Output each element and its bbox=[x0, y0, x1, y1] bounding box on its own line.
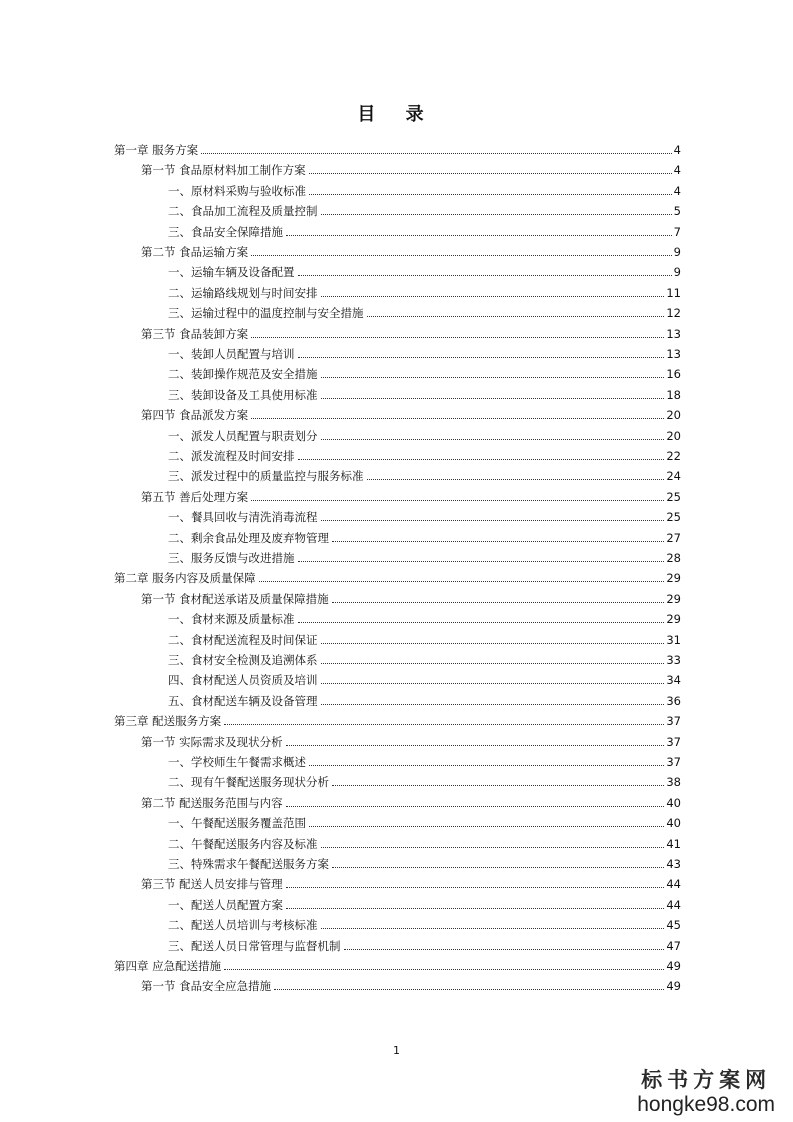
toc-entry-page: 29 bbox=[666, 591, 681, 606]
dot-leader bbox=[321, 662, 665, 664]
toc-entry-page: 24 bbox=[666, 469, 681, 484]
toc-entry-label: 三、食品安全保障措施 bbox=[168, 224, 283, 239]
toc-entry-label: 第一节 实际需求及现状分析 bbox=[141, 734, 283, 749]
toc-entry-page: 34 bbox=[666, 673, 681, 688]
toc-entry-page: 38 bbox=[666, 775, 681, 790]
toc-entry-label: 第一节 食品原材料加工制作方案 bbox=[141, 163, 306, 178]
toc-entry-page: 5 bbox=[673, 204, 681, 219]
toc-entry-page: 16 bbox=[666, 367, 681, 382]
dot-leader bbox=[321, 519, 665, 521]
toc-entry[interactable] bbox=[168, 853, 681, 871]
toc-entry[interactable] bbox=[141, 731, 681, 749]
toc-entry-page: 22 bbox=[666, 449, 681, 463]
toc-entry-label: 一、运输车辆及设备配置 bbox=[168, 265, 295, 280]
toc-entry-page: 36 bbox=[666, 693, 681, 708]
toc-entry-label: 一、餐具回收与清洗消毒流程 bbox=[168, 510, 318, 525]
dot-leader bbox=[321, 213, 672, 215]
toc-entry-label: 第二章 服务内容及质量保障 bbox=[114, 571, 256, 586]
toc-entry[interactable] bbox=[114, 710, 681, 728]
dot-leader bbox=[321, 438, 665, 440]
toc-entry-page: 12 bbox=[666, 306, 681, 321]
toc-title: 目 录 bbox=[357, 104, 436, 125]
toc-entry[interactable] bbox=[141, 159, 681, 177]
toc-entry-page: 25 bbox=[666, 510, 681, 525]
toc-entry-page: 40 bbox=[666, 816, 681, 831]
toc-entry-page: 28 bbox=[666, 551, 681, 565]
toc-entry-page: 13 bbox=[666, 347, 681, 361]
toc-entry-label: 第一节 食材配送承诺及质量保障措施 bbox=[141, 591, 329, 606]
toc-entry-page: 18 bbox=[666, 387, 681, 402]
watermark-logo bbox=[637, 1068, 775, 1118]
toc-entry[interactable] bbox=[168, 914, 681, 932]
dot-leader bbox=[286, 907, 664, 909]
dot-leader bbox=[298, 274, 672, 276]
toc-entry-label: 第二节 食品运输方案 bbox=[141, 245, 249, 259]
dot-leader bbox=[298, 621, 665, 623]
toc-entry[interactable] bbox=[168, 894, 681, 912]
toc-entry[interactable] bbox=[168, 771, 681, 789]
toc-entry[interactable] bbox=[141, 873, 681, 891]
dot-leader bbox=[309, 764, 664, 766]
toc-entry[interactable] bbox=[168, 282, 681, 300]
toc-entry-label: 第五节 善后处理方案 bbox=[141, 489, 249, 504]
toc-entry-page: 49 bbox=[666, 979, 681, 994]
dot-leader bbox=[332, 866, 664, 868]
toc-entry[interactable] bbox=[168, 384, 681, 402]
dot-leader bbox=[298, 356, 665, 358]
toc-entry-page: 29 bbox=[666, 571, 681, 586]
toc-entry-label: 三、特殊需求午餐配送服务方案 bbox=[168, 857, 329, 871]
toc-entry[interactable] bbox=[168, 180, 681, 198]
dot-leader bbox=[298, 560, 665, 562]
dot-leader bbox=[259, 580, 665, 582]
toc-entry[interactable] bbox=[168, 690, 681, 708]
dot-leader bbox=[251, 254, 672, 256]
toc-entry-page: 47 bbox=[666, 938, 681, 953]
toc-entry-label: 二、派发流程及时间安排 bbox=[168, 449, 295, 463]
toc-entry[interactable] bbox=[168, 812, 681, 830]
toc-entry-label: 第四节 食品派发方案 bbox=[141, 408, 249, 423]
toc-entry[interactable] bbox=[114, 567, 681, 585]
toc-entry-page: 20 bbox=[666, 428, 681, 443]
toc-entry-label: 一、装卸人员配置与培训 bbox=[168, 347, 295, 361]
dot-leader bbox=[286, 744, 665, 746]
dot-leader bbox=[309, 193, 672, 195]
toc-entry-page: 11 bbox=[666, 285, 681, 300]
dot-leader bbox=[251, 417, 664, 419]
toc-entry[interactable] bbox=[168, 935, 681, 953]
toc-entry-page: 37 bbox=[666, 714, 681, 729]
dot-leader bbox=[224, 968, 664, 970]
toc-entry[interactable] bbox=[168, 465, 681, 483]
toc-entry-label: 三、运输过程中的温度控制与安全措施 bbox=[168, 306, 364, 321]
toc-entry-label: 第一节 食品安全应急措施 bbox=[141, 979, 272, 994]
toc-entry-page: 4 bbox=[673, 143, 681, 157]
toc-entry-page: 49 bbox=[666, 959, 681, 973]
toc-entry-page: 29 bbox=[666, 612, 681, 627]
toc-entry-page: 45 bbox=[666, 918, 681, 933]
toc-entry-page: 9 bbox=[673, 245, 681, 259]
dot-leader bbox=[367, 315, 665, 317]
toc-entry-page: 27 bbox=[666, 530, 681, 545]
toc-entry[interactable] bbox=[168, 302, 681, 320]
toc-entry-label: 一、配送人员配置方案 bbox=[168, 897, 283, 912]
toc-entry-label: 二、现有午餐配送服务现状分析 bbox=[168, 775, 329, 790]
toc-entry-page: 44 bbox=[666, 897, 681, 912]
dot-leader bbox=[309, 825, 664, 827]
toc-entry-label: 一、午餐配送服务覆盖范围 bbox=[168, 816, 306, 831]
toc-entry[interactable] bbox=[168, 445, 681, 463]
dot-leader bbox=[321, 927, 665, 929]
dot-leader bbox=[332, 540, 664, 542]
toc-entry-label: 第四章 应急配送措施 bbox=[114, 959, 222, 973]
toc-entry-label: 一、原材料采购与验收标准 bbox=[168, 183, 306, 198]
toc-entry-page: 4 bbox=[673, 163, 681, 178]
toc-entry[interactable] bbox=[141, 486, 681, 504]
toc-entry[interactable] bbox=[168, 343, 681, 361]
dot-leader bbox=[274, 988, 664, 990]
toc-entry[interactable] bbox=[168, 833, 681, 851]
toc-entry-label: 二、食品加工流程及质量控制 bbox=[168, 204, 318, 219]
dot-leader bbox=[321, 682, 665, 684]
dot-leader bbox=[344, 948, 665, 950]
toc-entry[interactable] bbox=[141, 404, 681, 422]
toc-entry[interactable] bbox=[168, 547, 681, 565]
toc-entry-page: 33 bbox=[666, 653, 681, 667]
toc-entry[interactable] bbox=[168, 669, 681, 687]
watermark-cn: 标书方案网 bbox=[641, 1067, 772, 1092]
toc-entry-page: 37 bbox=[666, 755, 681, 769]
toc-entry-page: 4 bbox=[673, 183, 681, 198]
page-number: 1 bbox=[393, 1044, 400, 1057]
dot-leader bbox=[286, 234, 672, 236]
dot-leader bbox=[309, 172, 672, 174]
toc-entry-label: 一、派发人员配置与职责划分 bbox=[168, 428, 318, 443]
toc-entry[interactable] bbox=[168, 649, 681, 667]
dot-leader bbox=[321, 703, 665, 705]
toc-entry[interactable] bbox=[168, 261, 681, 279]
watermark-url: hongke98.com bbox=[637, 1093, 775, 1116]
toc-entry[interactable] bbox=[114, 955, 681, 973]
dot-leader bbox=[286, 886, 665, 888]
toc-entry-label: 四、食材配送人员资质及培训 bbox=[168, 673, 318, 688]
dot-leader bbox=[367, 478, 665, 480]
toc-entry-label: 一、食材来源及质量标准 bbox=[168, 612, 295, 627]
toc-entry-label: 三、装卸设备及工具使用标准 bbox=[168, 387, 318, 402]
toc-entry-label: 二、食材配送流程及时间保证 bbox=[168, 632, 318, 647]
toc-entry-label: 五、食材配送车辆及设备管理 bbox=[168, 693, 318, 708]
dot-leader bbox=[321, 642, 665, 644]
dot-leader bbox=[321, 295, 665, 297]
dot-leader bbox=[224, 723, 664, 725]
toc-entry-label: 第三章 配送服务方案 bbox=[114, 714, 222, 729]
dot-leader bbox=[332, 784, 664, 786]
toc-entry[interactable] bbox=[141, 975, 681, 993]
toc-entry[interactable] bbox=[141, 241, 681, 259]
dot-leader bbox=[251, 499, 664, 501]
toc-entry-label: 第一章 服务方案 bbox=[114, 143, 199, 157]
dot-leader bbox=[332, 601, 665, 603]
toc-entry[interactable] bbox=[168, 527, 681, 545]
toc-entry-label: 三、食材安全检测及追溯体系 bbox=[168, 653, 318, 667]
toc-entry[interactable] bbox=[168, 363, 681, 381]
toc-entry[interactable] bbox=[114, 139, 681, 157]
toc-entry-label: 一、学校师生午餐需求概述 bbox=[168, 755, 306, 769]
toc-entry-page: 9 bbox=[673, 265, 681, 280]
toc-entry[interactable] bbox=[141, 588, 681, 606]
toc-entry[interactable] bbox=[168, 751, 681, 769]
toc-entry[interactable] bbox=[168, 629, 681, 647]
toc-entry-page: 43 bbox=[666, 857, 681, 871]
toc-entry[interactable] bbox=[141, 323, 681, 341]
toc-entry[interactable] bbox=[168, 425, 681, 443]
toc-entry[interactable] bbox=[168, 221, 681, 239]
toc-entry-label: 二、运输路线规划与时间安排 bbox=[168, 285, 318, 300]
toc-entry-label: 第二节 配送服务范围与内容 bbox=[141, 795, 283, 810]
toc-entry-page: 40 bbox=[666, 795, 681, 810]
dot-leader bbox=[286, 805, 665, 807]
dot-leader bbox=[298, 458, 665, 460]
toc-entry-label: 第三节 食品装卸方案 bbox=[141, 326, 249, 341]
toc-entry-page: 31 bbox=[666, 632, 681, 647]
toc-entry[interactable] bbox=[168, 608, 681, 626]
toc-entry-label: 三、派发过程中的质量监控与服务标准 bbox=[168, 469, 364, 484]
toc-entry-page: 7 bbox=[673, 224, 681, 239]
dot-leader bbox=[321, 376, 665, 378]
dot-leader bbox=[321, 846, 665, 848]
dot-leader bbox=[201, 152, 672, 154]
toc-entry-page: 44 bbox=[666, 877, 681, 892]
toc-entry-label: 二、剩余食品处理及废弃物管理 bbox=[168, 530, 329, 545]
toc-entry-page: 41 bbox=[666, 836, 681, 851]
toc-entry-label: 三、配送人员日常管理与监督机制 bbox=[168, 938, 341, 953]
dot-leader bbox=[321, 397, 665, 399]
toc-entry-page: 37 bbox=[666, 734, 681, 749]
toc-entry[interactable] bbox=[141, 792, 681, 810]
dot-leader bbox=[251, 336, 664, 338]
toc-entry-label: 二、午餐配送服务内容及标准 bbox=[168, 836, 318, 851]
toc-entry-page: 25 bbox=[666, 489, 681, 504]
toc-entry-label: 第三节 配送人员安排与管理 bbox=[141, 877, 283, 892]
toc-entry-page: 13 bbox=[666, 326, 681, 341]
toc-entry[interactable] bbox=[168, 506, 681, 524]
toc-entry-page: 20 bbox=[666, 408, 681, 423]
toc-entry-label: 三、服务反馈与改进措施 bbox=[168, 551, 295, 565]
toc-entry-label: 二、装卸操作规范及安全措施 bbox=[168, 367, 318, 382]
toc-entry-label: 二、配送人员培训与考核标准 bbox=[168, 918, 318, 933]
toc-entry[interactable] bbox=[168, 200, 681, 218]
